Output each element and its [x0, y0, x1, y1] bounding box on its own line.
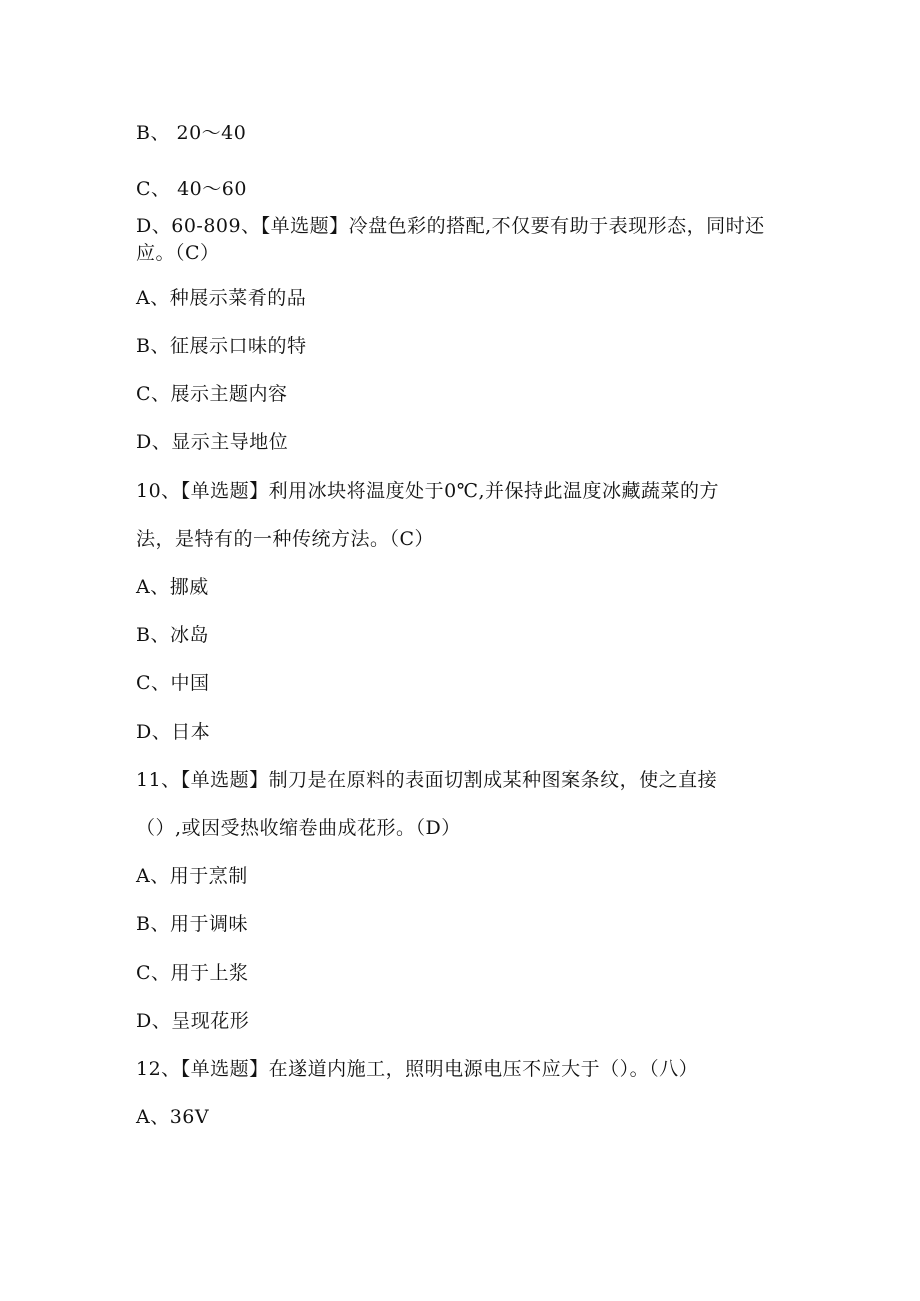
question-12: 12、【单选题】在遂道内施工，照明电源电压不应大于（）。（八） — [136, 1058, 699, 1080]
option-b-q8: B、 20～40 — [136, 122, 247, 144]
option-c-q10: C、中国 — [136, 672, 210, 694]
question-10: 10、【单选题】利用冰块将温度处于0℃,并保持此温度冰藏蔬菜的方 — [136, 480, 720, 502]
option-b-q10: B、冰岛 — [136, 624, 209, 646]
option-b-q9: B、征展示口味的特 — [136, 335, 307, 357]
option-a-q11: A、用于烹制 — [136, 865, 248, 887]
option-b-q11: B、用于调味 — [136, 913, 248, 935]
option-d-q8-and-question-9: D、60-809、【单选题】冷盘色彩的搭配,不仅要有助于表现形态，同时还 — [136, 215, 765, 237]
option-a-q9: A、种展示菜肴的品 — [136, 287, 307, 309]
question-9-continuation: 应。（C） — [136, 242, 220, 264]
option-d-q9: D、显示主导地位 — [136, 431, 289, 453]
option-a-q10: A、挪威 — [136, 576, 209, 598]
question-11-continuation: （）,或因受热收缩卷曲成花形。（D） — [136, 817, 461, 839]
option-c-q9: C、展示主题内容 — [136, 383, 288, 405]
option-d-q10: D、日本 — [136, 721, 211, 743]
option-a-q12: A、36V — [136, 1106, 210, 1128]
option-c-q8: C、 40～60 — [136, 178, 247, 200]
question-11: 11、【单选题】制刀是在原料的表面切割成某种图案条纹，使之直接 — [136, 769, 718, 791]
option-d-q11: D、呈现花形 — [136, 1010, 250, 1032]
option-c-q11: C、用于上浆 — [136, 962, 249, 984]
question-10-continuation: 法，是特有的一种传统方法。（C） — [136, 528, 435, 550]
